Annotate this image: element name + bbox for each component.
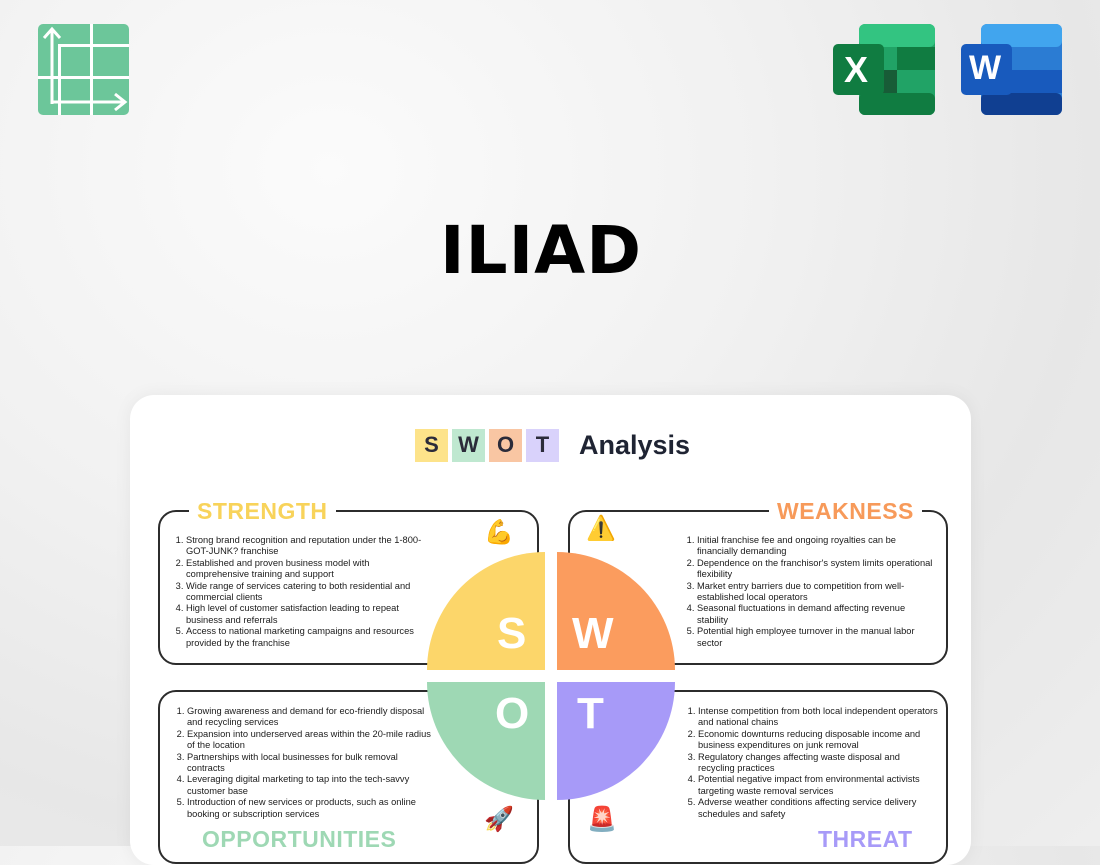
strength-quadrant: [427, 552, 545, 670]
list-item: 5. Potential high employee turnover in the manual labor sector: [697, 626, 937, 649]
weakness-heading: WEAKNESS: [769, 498, 922, 525]
list-item: 1. Intense competition from both local independent operators and national chains: [698, 706, 938, 729]
page-title: ILIAD: [439, 212, 643, 289]
opportunities-heading: OPPORTUNITIES: [194, 826, 404, 853]
list-item: 4. Leveraging digital marketing to tap into the tech-savvy customer base: [187, 774, 432, 797]
quadrant-letter-t: T: [577, 689, 604, 738]
analysis-heading: Analysis: [579, 429, 691, 460]
quadrant-letter-w: W: [572, 609, 614, 658]
list-item: 4. Seasonal fluctuations in demand affecting revenue stability: [697, 603, 937, 626]
list-item: 2. Established and proven business model with comprehensive training and support: [186, 558, 431, 581]
list-item: 3. Partnerships with local businesses for bulk removal contracts: [187, 752, 432, 775]
opportunities-list: [159, 706, 432, 820]
warning-icon: ⚠️: [586, 515, 616, 542]
word-letter: W: [969, 49, 1002, 87]
list-item: 2. Economic downturns reducing disposable income and business expenditures on junk removal: [698, 729, 938, 752]
excel-icon: [833, 24, 935, 115]
list-item: 4. High level of customer satisfaction leading to repeat business and referrals: [186, 603, 431, 626]
list-item: 2. Expansion into underserved areas within the 20-mile radius of the location: [187, 729, 432, 752]
siren-icon: 🚨: [587, 806, 617, 833]
swot-letter-s: S: [415, 429, 448, 462]
word-icon: [961, 24, 1062, 115]
strength-heading: STRENGTH: [189, 498, 336, 525]
quadrant-letter-o: O: [495, 689, 530, 738]
swot-circle: [427, 552, 677, 802]
weakness-list: [669, 535, 937, 649]
threat-heading: THREAT: [810, 826, 921, 853]
list-item: 1. Strong brand recognition and reputation under the 1-800-GOT-JUNK? franchise: [186, 535, 431, 558]
swot-letter-w: W: [452, 429, 485, 462]
list-item: 1. Initial franchise fee and ongoing royalties can be financially demanding: [697, 535, 937, 558]
threat-quadrant: [557, 682, 675, 800]
list-item: 3. Wide range of services catering to both residential and commercial clients: [186, 581, 431, 604]
spreadsheet-logo-icon: [38, 24, 129, 115]
list-item: 3. Regulatory changes affecting waste disposal and recycling practices: [698, 752, 938, 775]
list-item: 5. Introduction of new services or products, such as online booking or subscription services: [187, 797, 432, 820]
list-item: 2. Dependence on the franchisor's system limits operational flexibility: [697, 558, 937, 581]
threat-list: [670, 706, 938, 820]
swot-letter-o: O: [489, 429, 522, 462]
list-item: 4. Potential negative impact from environmental activists targeting waste removal services: [698, 774, 938, 797]
list-item: 1. Growing awareness and demand for eco-friendly disposal and recycling services: [187, 706, 432, 729]
list-item: 5. Access to national marketing campaigns and resources provided by the franchise: [186, 626, 431, 649]
quadrant-letter-s: S: [497, 609, 527, 658]
swot-analysis-header: [415, 428, 690, 462]
list-item: 3. Market entry barriers due to competition from well-established local operators: [697, 581, 937, 604]
swot-letter-t: T: [526, 429, 559, 462]
list-item: 5. Adverse weather conditions affecting service delivery schedules and safety: [698, 797, 938, 820]
flexed-bicep-icon: 💪: [484, 519, 514, 546]
rocket-icon: 🚀: [484, 806, 514, 833]
excel-letter: X: [844, 49, 869, 90]
strength-list: [158, 535, 431, 649]
